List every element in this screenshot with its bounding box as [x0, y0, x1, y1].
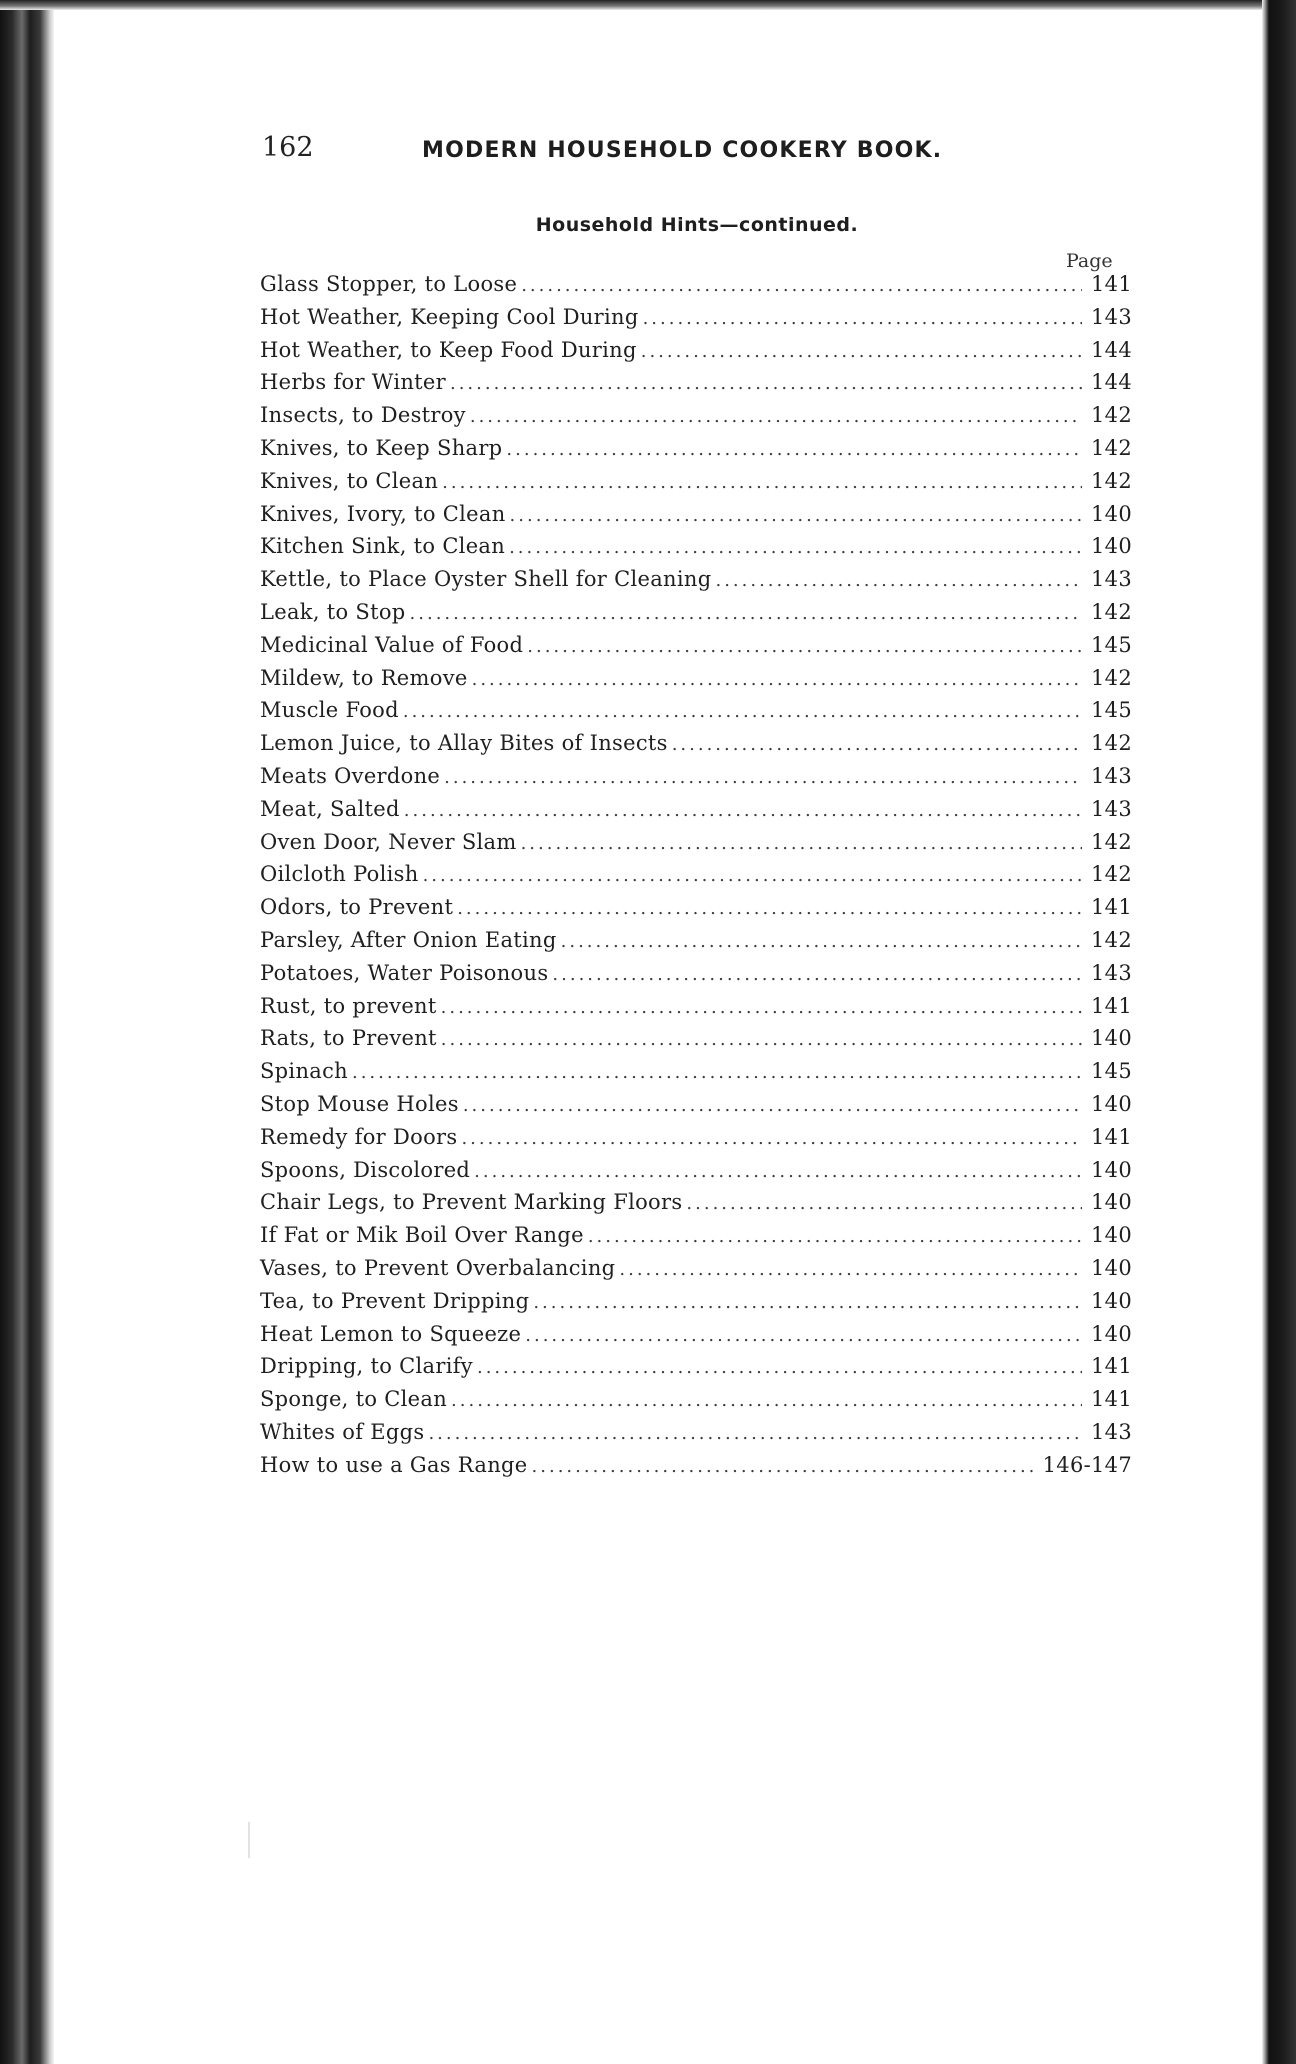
index-entry: [260, 403, 1132, 436]
dot-leader: [643, 308, 1082, 329]
entry-page-number: 143: [1091, 960, 1132, 985]
dot-leader: [533, 1292, 1082, 1313]
entry-label: Remedy for Doors: [260, 1124, 458, 1149]
entry-label: Muscle Food: [260, 698, 399, 723]
index-entry: [260, 797, 1132, 830]
entry-page-number: 141: [1091, 1387, 1132, 1412]
entry-page-number: 141: [1091, 993, 1132, 1018]
entry-page-number: 143: [1091, 796, 1132, 821]
entry-label: Knives, to Keep Sharp: [260, 435, 503, 460]
running-title: MODERN HOUSEHOLD COOKERY BOOK.: [422, 138, 943, 163]
entry-page-number: 141: [1091, 1354, 1132, 1379]
entry-label: Knives, to Clean: [260, 468, 439, 493]
index-entry: [260, 272, 1132, 305]
dot-leader: [451, 1390, 1082, 1411]
entry-page-number: 143: [1091, 763, 1132, 788]
dot-leader: [461, 1128, 1082, 1149]
index-entry: [260, 698, 1132, 731]
dot-leader: [525, 1325, 1082, 1346]
index-entry: [260, 469, 1132, 502]
entry-page-number: 142: [1091, 927, 1132, 952]
dot-leader: [521, 833, 1082, 854]
entry-page-number: 143: [1091, 304, 1132, 329]
entry-label: Insects, to Destroy: [260, 403, 466, 428]
entry-label: Spinach: [260, 1059, 348, 1084]
dot-leader: [441, 997, 1082, 1018]
index-entry: [260, 1125, 1132, 1158]
entry-label: Medicinal Value of Food: [260, 632, 524, 657]
scan-top-edge: [0, 0, 1296, 10]
index-entry: [260, 1092, 1132, 1125]
index-entry: [260, 633, 1132, 666]
dot-leader: [619, 1259, 1082, 1280]
dot-leader: [672, 734, 1082, 755]
entry-label: Spoons, Discolored: [260, 1157, 471, 1182]
entry-label: Kettle, to Place Oyster Shell for Cleaning: [260, 567, 712, 592]
index-entry: [260, 1453, 1132, 1486]
index-entry: [260, 731, 1132, 764]
entry-page-number: 145: [1091, 632, 1132, 657]
dot-leader: [352, 1062, 1082, 1083]
entry-page-number: 142: [1091, 403, 1132, 428]
dot-leader: [521, 275, 1082, 296]
scan-speck: [248, 1822, 250, 1858]
entry-page-number: 142: [1091, 731, 1132, 756]
index-entry: [260, 1026, 1132, 1059]
page-column-heading: Page: [1066, 250, 1113, 272]
entry-page-number: 142: [1091, 599, 1132, 624]
dot-leader: [474, 1161, 1082, 1182]
index-entry: [260, 1322, 1132, 1355]
entry-page-number: 142: [1091, 862, 1132, 887]
index-entry: [260, 1223, 1132, 1256]
entry-label: Hot Weather, to Keep Food During: [260, 337, 637, 362]
index-entry: [260, 862, 1132, 895]
entry-page-number: 142: [1091, 829, 1132, 854]
entry-page-number: 142: [1091, 665, 1132, 690]
entry-page-number: 144: [1091, 370, 1132, 395]
index-entry: [260, 961, 1132, 994]
dot-leader: [477, 1357, 1082, 1378]
entry-label: How to use a Gas Range: [260, 1452, 528, 1477]
index-entry: [260, 502, 1132, 535]
entry-label: Dripping, to Clarify: [260, 1354, 473, 1379]
entry-label: Glass Stopper, to Loose: [260, 272, 518, 296]
index-entry: [260, 338, 1132, 371]
index-list: [260, 272, 1132, 1485]
index-entry: [260, 600, 1132, 633]
entry-page-number: 140: [1091, 1255, 1132, 1280]
index-entry: [260, 1256, 1132, 1289]
dot-leader: [641, 341, 1082, 362]
index-entry: [260, 1420, 1132, 1453]
entry-label: Parsley, After Onion Eating: [260, 927, 557, 952]
dot-leader: [715, 570, 1082, 591]
index-entry: [260, 994, 1132, 1027]
entry-label: Whites of Eggs: [260, 1419, 425, 1444]
index-entry: [260, 928, 1132, 961]
index-entry: [260, 534, 1132, 567]
entry-label: Potatoes, Water Poisonous: [260, 960, 549, 985]
dot-leader: [423, 865, 1082, 886]
dot-leader: [441, 1029, 1082, 1050]
dot-leader: [450, 373, 1082, 394]
dot-leader: [510, 505, 1082, 526]
entry-label: Oilcloth Polish: [260, 862, 419, 887]
entry-label: Leak, to Stop: [260, 599, 406, 624]
dot-leader: [403, 701, 1082, 722]
index-entry: [260, 1289, 1132, 1322]
entry-page-number: 140: [1091, 1157, 1132, 1182]
entry-page-number: 140: [1091, 1223, 1132, 1248]
index-entry: [260, 1387, 1132, 1420]
entry-label: Heat Lemon to Squeeze: [260, 1321, 522, 1346]
dot-leader: [561, 931, 1082, 952]
index-entry: [260, 666, 1132, 699]
entry-label: Stop Mouse Holes: [260, 1091, 459, 1116]
dot-leader: [686, 1193, 1082, 1214]
entry-label: Herbs for Winter: [260, 370, 446, 395]
dot-leader: [404, 800, 1082, 821]
entry-label: Knives, Ivory, to Clean: [260, 501, 506, 526]
entry-page-number: 140: [1091, 1288, 1132, 1313]
dot-leader: [444, 767, 1082, 788]
entry-page-number: 145: [1091, 1059, 1132, 1084]
entry-page-number: 141: [1091, 895, 1132, 920]
entry-page-number: 140: [1091, 1190, 1132, 1215]
entry-label: Mildew, to Remove: [260, 665, 468, 690]
dot-leader: [588, 1226, 1082, 1247]
entry-label: Hot Weather, Keeping Cool During: [260, 304, 639, 329]
index-entry: [260, 1190, 1132, 1223]
index-entry: [260, 895, 1132, 928]
entry-label: Meat, Salted: [260, 796, 400, 821]
index-entry: [260, 370, 1132, 403]
dot-leader: [470, 406, 1082, 427]
entry-page-number: 140: [1091, 534, 1132, 559]
dot-leader: [532, 1456, 1037, 1477]
dot-leader: [506, 439, 1082, 460]
entry-label: Meats Overdone: [260, 763, 441, 788]
dot-leader: [457, 898, 1082, 919]
entry-page-number: 144: [1091, 337, 1132, 362]
dot-leader: [428, 1423, 1082, 1444]
dot-leader: [472, 669, 1082, 690]
dot-leader: [463, 1095, 1082, 1116]
page-number: 162: [262, 132, 314, 163]
dot-leader: [527, 636, 1082, 657]
index-entry: [260, 436, 1132, 469]
entry-page-number: 141: [1091, 272, 1132, 296]
dot-leader: [442, 472, 1082, 493]
page-header: [262, 132, 982, 172]
entry-page-number: 140: [1091, 1091, 1132, 1116]
dot-leader: [410, 603, 1082, 624]
entry-label: Vases, to Prevent Overbalancing: [260, 1255, 616, 1280]
entry-label: Sponge, to Clean: [260, 1387, 448, 1412]
index-entry: [260, 305, 1132, 338]
entry-label: If Fat or Mik Boil Over Range: [260, 1223, 584, 1248]
entry-label: Lemon Juice, to Allay Bites of Insects: [260, 731, 668, 756]
scan-right-edge: [1262, 0, 1296, 2064]
entry-label: Tea, to Prevent Dripping: [260, 1288, 530, 1313]
index-entry: [260, 830, 1132, 863]
dot-leader: [509, 537, 1082, 558]
index-entry: [260, 1059, 1132, 1092]
entry-page-number: 141: [1091, 1124, 1132, 1149]
entry-page-number: 143: [1091, 1419, 1132, 1444]
index-entry: [260, 1158, 1132, 1191]
entry-label: Odors, to Prevent: [260, 895, 454, 920]
entry-label: Oven Door, Never Slam: [260, 829, 517, 854]
entry-page-number: 143: [1091, 567, 1132, 592]
entry-label: Chair Legs, to Prevent Marking Floors: [260, 1190, 683, 1215]
index-entry: [260, 764, 1132, 797]
entry-page-number: 142: [1091, 468, 1132, 493]
entry-label: Kitchen Sink, to Clean: [260, 534, 506, 559]
entry-page-number: 140: [1091, 501, 1132, 526]
entry-page-number: 140: [1091, 1026, 1132, 1051]
entry-label: Rats, to Prevent: [260, 1026, 437, 1051]
entry-page-number: 146-147: [1042, 1452, 1132, 1477]
entry-page-number: 142: [1091, 435, 1132, 460]
entry-page-number: 145: [1091, 698, 1132, 723]
entry-label: Rust, to prevent: [260, 993, 437, 1018]
book-spine-edge: [0, 0, 54, 2064]
index-entry: [260, 1354, 1132, 1387]
section-title: Household Hints—continued.: [535, 214, 859, 236]
entry-page-number: 140: [1091, 1321, 1132, 1346]
index-entry: [260, 567, 1132, 600]
dot-leader: [552, 964, 1082, 985]
